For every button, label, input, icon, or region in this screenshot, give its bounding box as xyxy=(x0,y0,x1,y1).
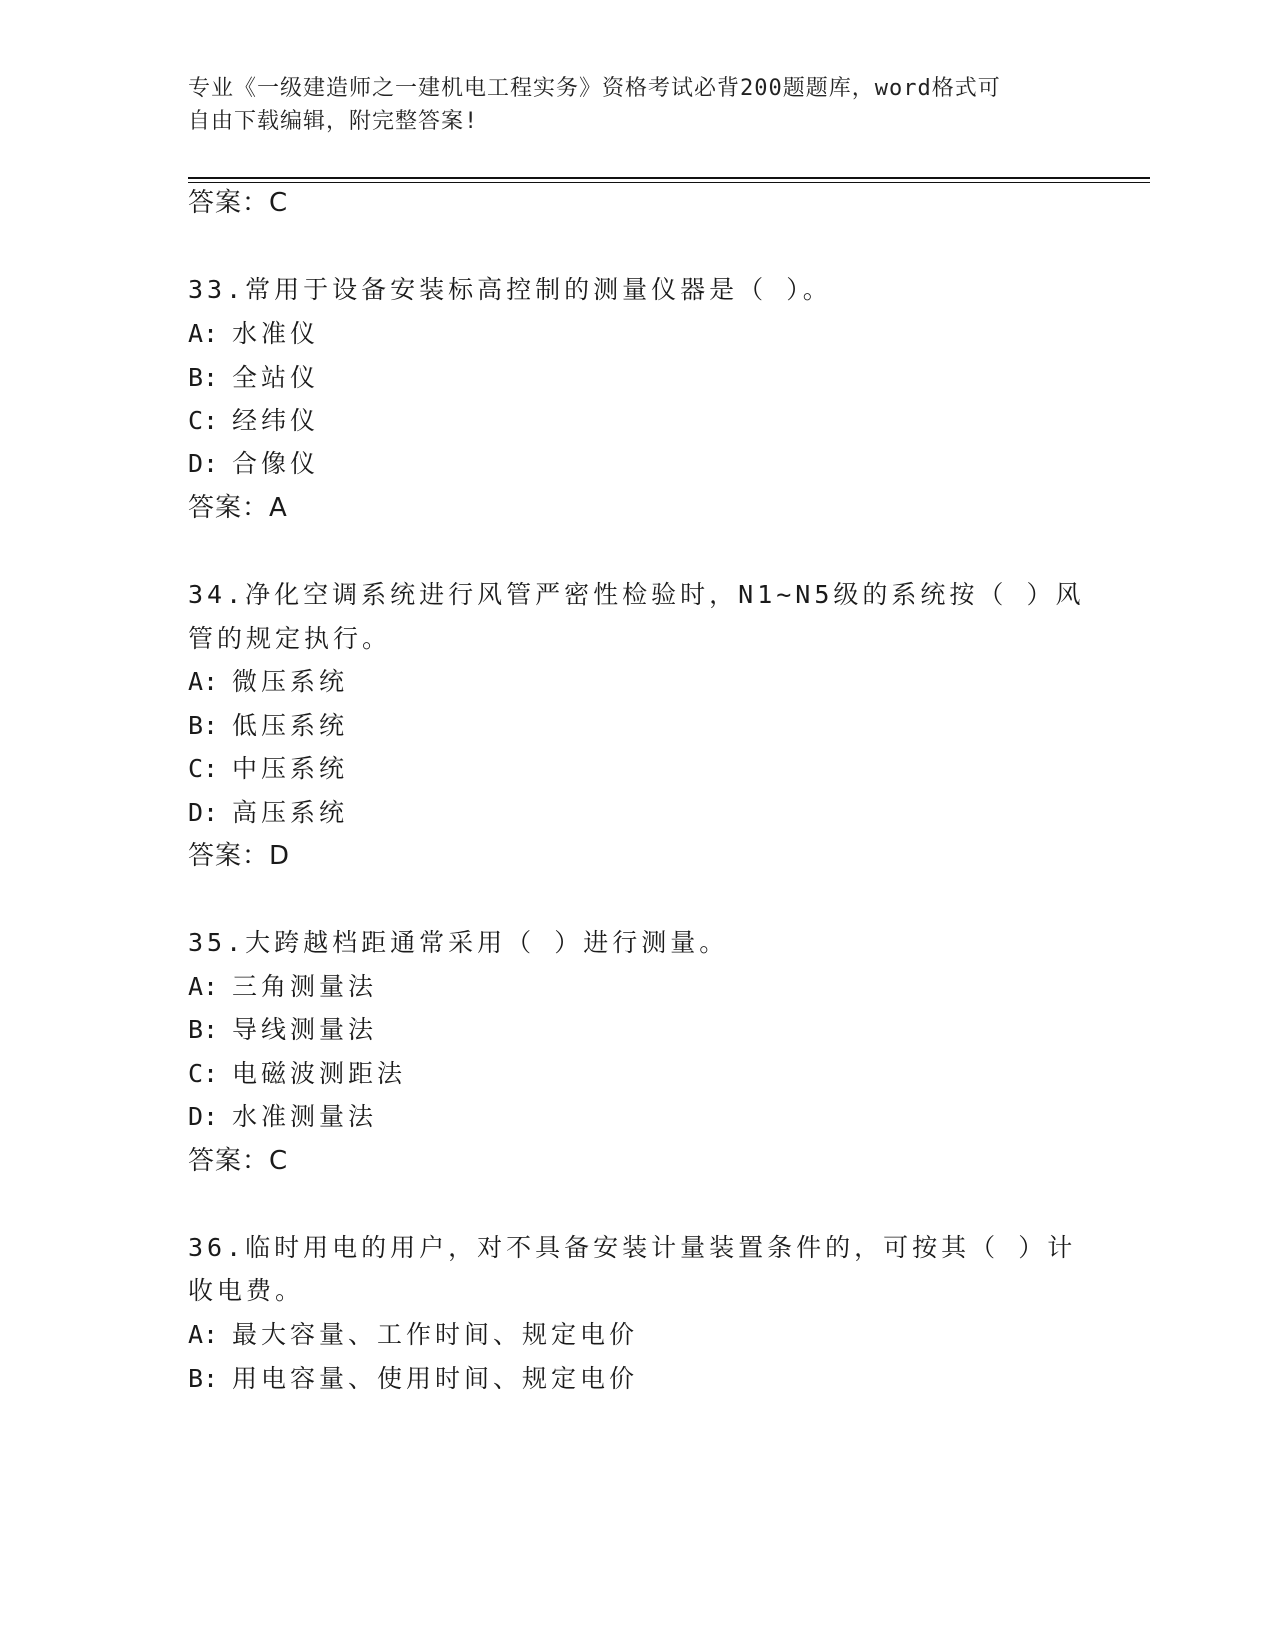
question-36-stem-line-1: 36.临时用电的用户，对不具备安装计量装置条件的，可按其（ ）计 xyxy=(188,1233,1077,1262)
option-text: 经纬仪 xyxy=(232,406,320,435)
option-text: 水准仪 xyxy=(232,319,320,348)
question-35-option-c xyxy=(188,1059,406,1089)
option-text: 微压系统 xyxy=(232,667,349,696)
document-header xyxy=(188,72,1068,138)
question-35-stem: 35.大跨越档距通常采用（ ）进行测量。 xyxy=(188,928,729,957)
option-key: D: xyxy=(188,1102,219,1131)
option-key: A: xyxy=(188,972,219,1001)
option-key: A: xyxy=(188,667,219,696)
question-34-stem-line-1: 34.净化空调系统进行风管严密性检验时，N1~N5级的系统按（ ）风 xyxy=(188,580,1085,609)
option-key: B: xyxy=(188,1364,219,1393)
question-34-stem-line-2: 管的规定执行。 xyxy=(188,624,392,653)
option-key: C: xyxy=(188,406,219,435)
option-text: 导线测量法 xyxy=(232,1015,378,1044)
question-33-answer: 答案：A xyxy=(188,493,288,523)
question-33-option-b xyxy=(188,363,319,393)
question-36-option-b xyxy=(188,1364,638,1394)
option-text: 全站仪 xyxy=(232,363,320,392)
previous-answer: 答案：C xyxy=(188,188,289,218)
question-33-option-d xyxy=(188,449,319,479)
question-34-option-d xyxy=(188,798,348,828)
option-key: B: xyxy=(188,1015,219,1044)
option-text: 合像仪 xyxy=(232,449,320,478)
option-key: C: xyxy=(188,754,219,783)
question-34-option-a xyxy=(188,667,348,697)
option-text: 高压系统 xyxy=(232,798,349,827)
header-line-2: 自由下载编辑，附完整答案! xyxy=(188,109,479,134)
header-rule-thin xyxy=(188,182,1150,183)
question-34-answer: 答案：D xyxy=(188,841,291,871)
question-33-option-c xyxy=(188,406,319,436)
option-text: 水准测量法 xyxy=(232,1102,378,1131)
question-34-option-c xyxy=(188,754,348,784)
option-text: 电磁波测距法 xyxy=(232,1059,407,1088)
option-key: A: xyxy=(188,319,219,348)
question-35-option-b xyxy=(188,1015,377,1045)
question-35-answer: 答案：C xyxy=(188,1146,289,1176)
option-key: A: xyxy=(188,1320,219,1349)
question-35-option-d xyxy=(188,1102,377,1132)
option-text: 最大容量、工作时间、规定电价 xyxy=(232,1320,639,1349)
question-33-option-a xyxy=(188,319,319,349)
option-text: 用电容量、使用时间、规定电价 xyxy=(232,1364,639,1393)
question-36-stem-line-2: 收电费。 xyxy=(188,1276,305,1305)
option-text: 中压系统 xyxy=(232,754,349,783)
question-34-option-b xyxy=(188,711,348,741)
option-key: D: xyxy=(188,449,219,478)
header-line-1: 专业《一级建造师之一建机电工程实务》资格考试必背200题题库，word格式可 xyxy=(188,76,1001,101)
header-rule-thick xyxy=(188,177,1150,179)
question-36-option-a xyxy=(188,1320,638,1350)
option-key: D: xyxy=(188,798,219,827)
question-35-option-a xyxy=(188,972,377,1002)
question-33-stem: 33.常用于设备安装标高控制的测量仪器是（ ）。 xyxy=(188,275,832,304)
option-key: C: xyxy=(188,1059,219,1088)
option-text: 三角测量法 xyxy=(232,972,378,1001)
option-key: B: xyxy=(188,711,219,740)
option-text: 低压系统 xyxy=(232,711,349,740)
option-key: B: xyxy=(188,363,219,392)
